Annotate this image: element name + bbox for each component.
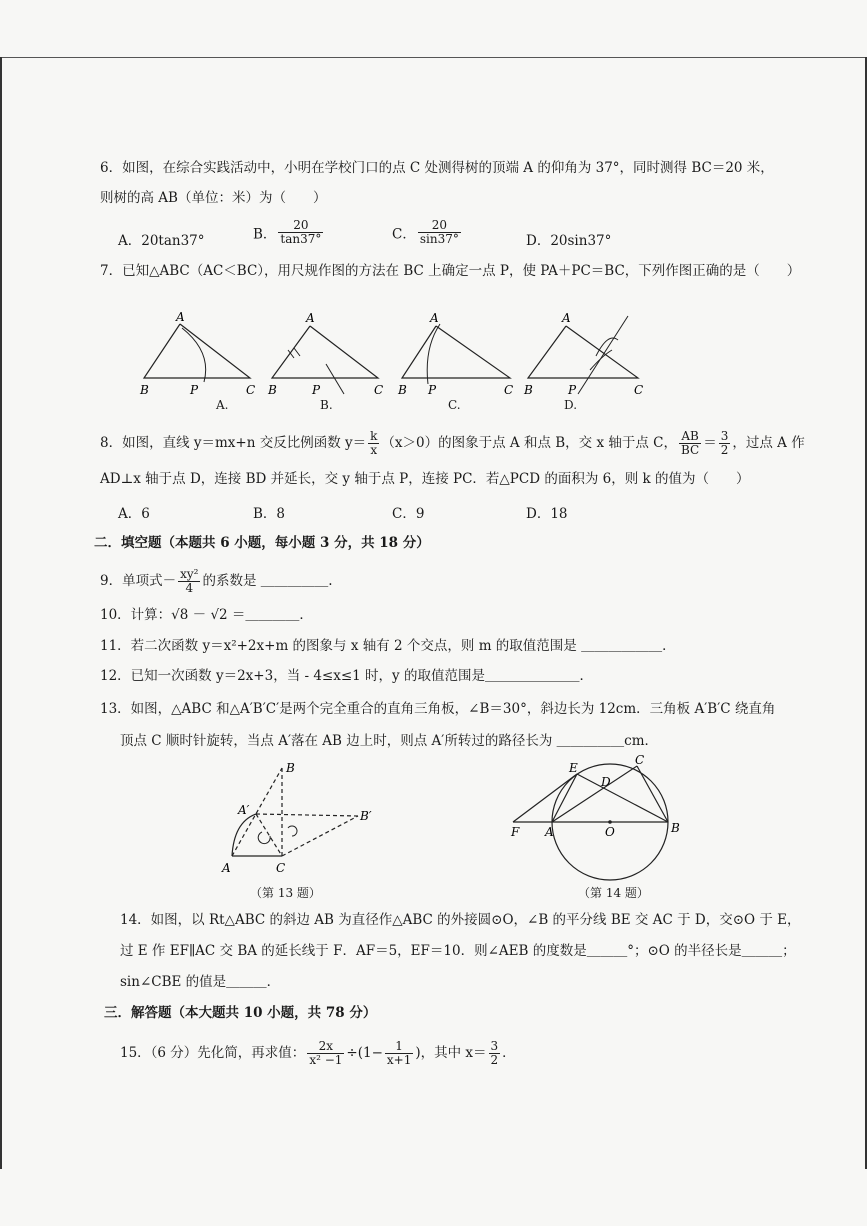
q15-frac2-den: x+1 [386,1053,412,1067]
q7c-label-b: B [398,383,407,397]
q6-option-d: D．20sin37° [526,233,612,249]
q15-pre: 15．（6 分）先化简，再求值： [120,1045,306,1061]
q7d-label-b: B [524,383,533,397]
q15-frac1-num: 2x [307,1040,344,1054]
q8-equals: ＝ [703,435,717,451]
q14-line3: sin∠CBE 的值是＿＿＿． [120,974,281,990]
q14-label-f: F [511,825,520,839]
q7-caption-b: B. [320,398,333,412]
q6-line2: 则树的高 AB（单位：米）为（ ） [100,190,327,206]
q7b-label-a: A [306,311,315,325]
q15-post: )，其中 x＝ [415,1045,487,1061]
q7-caption-a: A. [216,398,229,412]
q8-frac-2: 2 [720,443,729,457]
q6-option-c-label: C． [392,226,416,243]
q7d-label-p: P [568,383,577,397]
q14-label-a: A [545,825,554,839]
q14-caption: （第 14 题） [578,886,649,900]
q7-figures [130,312,670,412]
section-2-heading: 二．填空题（本题共 6 小题，每小题 3 分，共 18 分） [94,535,430,551]
q8-frac-k: k [370,429,378,443]
q6-option-a: A．20tan37° [118,233,205,249]
q13-caption: （第 13 题） [250,886,321,900]
q10: 10．计算：√8 － √2 ＝＿＿＿＿． [100,607,313,623]
q8-option-c: C．9 [392,506,425,522]
q9-numerator: xy² [180,567,199,581]
q14-label-o: O [605,825,615,839]
q13-label-b: B [286,761,295,775]
q13-label-c: C [276,861,286,875]
q8-line2: AD⊥x 轴于点 D，连接 BD 并延长，交 y 轴于点 P，连接 PC．若△PCD 的面积为 6，则 k 的值为（ ） [100,471,750,487]
q13-label-a-prime: A′ [238,803,250,817]
q7c-label-a: A [430,311,439,325]
q6-option-c-numerator: 20 [418,219,461,233]
q7-figure-c [397,311,513,397]
q6-option-c [392,219,463,246]
q9-denominator: 4 [185,581,194,595]
q8-frac-x: x [370,443,378,457]
q15-mid: ÷(1− [346,1045,383,1061]
q7-figure-b [267,311,383,397]
section-3-heading: 三．解答题（本大题共 10 小题，共 78 分） [104,1005,377,1021]
q9 [100,568,333,595]
page-edge-top [0,57,867,58]
q7c-label-p: P [428,383,437,397]
q15 [120,1040,516,1067]
q14-figure [505,752,695,882]
q8-option-d: D．18 [526,506,568,522]
q7b-label-p: P [312,383,321,397]
q15-end: ． [502,1045,516,1061]
q7b-label-b: B [268,383,277,397]
q7d-label-c: C [634,383,644,397]
q11: 11．若二次函数 y＝x²+2x+m 的图象与 x 轴有 2 个交点，则 m 的取值范围是 ＿＿＿＿＿＿． [100,638,676,654]
q7b-label-c: C [374,383,384,397]
q7a-label-c: C [246,383,256,397]
q7-figure-d [523,311,643,397]
q8-frac-ab: AB [679,430,701,444]
q13-label-a: A [222,861,231,875]
q8-option-b: B．8 [253,506,286,522]
q12: 12．已知一次函数 y＝2x+3，当 - 4≤x≤1 时，y 的取值范围是＿＿＿＿＿＿＿． [100,668,593,684]
q6-option-c-denominator: sin37° [419,232,459,246]
q14-label-c: C [635,753,645,767]
q7-line1: 7．已知△ABC（AC＜BC），用尺规作图的方法在 BC 上确定一点 P，使 PA＋PC＝BC，下列作图正确的是（ ） [100,263,801,279]
q6-option-b-label: B． [253,226,277,243]
q15-frac1-den: x² −1 [309,1053,343,1067]
q8-option-a: A．6 [118,506,150,522]
q13-label-b-prime: B′ [360,809,372,823]
q7-caption-d: D. [564,398,578,412]
q7c-label-c: C [504,383,514,397]
q14-label-b: B [671,821,680,835]
q7-caption-c: C. [448,398,461,412]
q14-label-e: E [569,761,578,775]
q6-option-b-numerator: 20 [278,219,323,233]
q7-figure-a [139,310,255,397]
q6-line1: 6．如图，在综合实践活动中，小明在学校门口的点 C 处测得树的顶端 A 的仰角为 37°，同时测得 BC＝20 米， [100,160,774,176]
q8-line1 [100,430,805,457]
q7a-label-p: P [190,383,199,397]
q7a-label-b: B [140,383,149,397]
q8-line1-b: （x＞0）的图象于点 A 和点 B，交 x 轴于点 C， [381,435,677,451]
q13-figure [218,758,388,878]
q13-line1: 13．如图，△ABC 和△A′B′C′是两个完全重合的直角三角板，∠B＝30°，斜边长为 12cm．三角板 A′B′C 绕直角 [100,701,776,717]
q15-frac3-den: 2 [490,1053,499,1067]
q6-option-b-denominator: tan37° [280,232,322,246]
q8-frac-3: 3 [720,429,729,443]
q8-frac-bc: BC [680,443,700,457]
q15-frac3-num: 3 [490,1039,499,1053]
q8-line1-a: 8．如图，直线 y＝mx+n 交反比例函数 y＝ [100,435,367,451]
q14-label-d: D [601,775,611,789]
q7a-label-a: A [176,310,185,324]
q13-line2: 顶点 C 顺时针旋转，当点 A′落在 AB 边上时，则点 A′所转过的路径长为 ＿＿＿＿＿cm． [120,733,659,749]
q15-frac2-num: 1 [385,1040,413,1054]
q9-post: 的系数是 ＿＿＿＿＿. [202,573,333,589]
q6-option-b [253,219,325,246]
q14-line2: 过 E 作 EF∥AC 交 BA 的延长线于 F．AF＝5，EF＝10．则∠AEB 的度数是＿＿＿°；⊙O 的半径长是＿＿＿； [120,943,796,959]
q9-pre: 9．单项式－ [100,573,177,589]
q14-line1: 14．如图，以 Rt△ABC 的斜边 AB 为直径作△ABC 的外接圆⊙O，∠B 的平分线 BE 交 AC 于 D，交⊙O 于 E， [120,912,801,928]
page-edge-left [0,57,2,1169]
q7d-label-a: A [562,311,571,325]
q8-line1-c: ，过点 A 作 [732,435,805,451]
